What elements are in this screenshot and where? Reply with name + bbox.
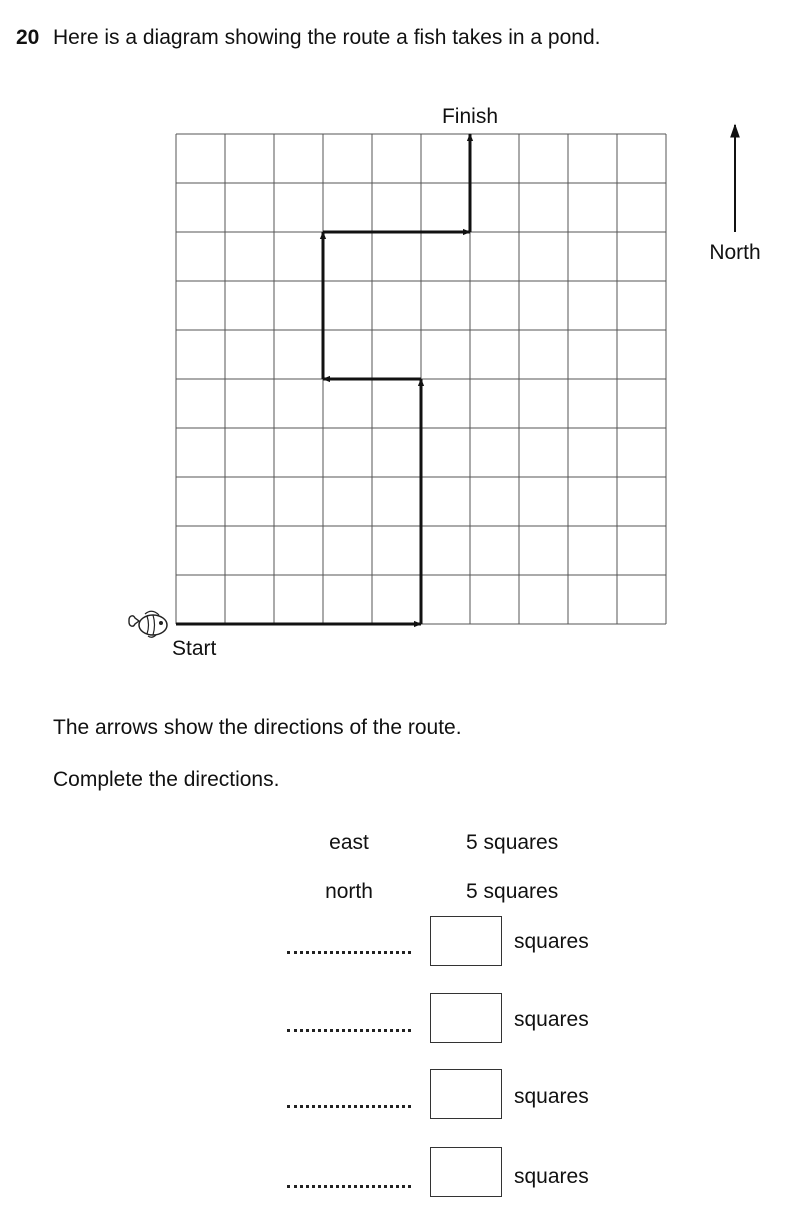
squares-unit-1: squares	[514, 930, 589, 953]
direction-answer-line-1[interactable]	[287, 951, 411, 954]
squares-answer-box-2[interactable]	[430, 993, 502, 1043]
start-label: Start	[172, 637, 217, 660]
instruction-complete: Complete the directions.	[53, 768, 280, 791]
question-number: 20	[16, 26, 40, 49]
given-direction-1: east	[329, 831, 369, 854]
squares-unit-2: squares	[514, 1008, 589, 1031]
squares-answer-box-1[interactable]	[430, 916, 502, 966]
north-label: North	[709, 241, 761, 264]
direction-answer-line-2[interactable]	[287, 1029, 411, 1032]
given-count-1: 5 squares	[466, 831, 559, 854]
given-count-2: 5 squares	[466, 880, 559, 903]
squares-answer-box-4[interactable]	[430, 1147, 502, 1197]
squares-unit-4: squares	[514, 1165, 589, 1188]
fish-icon	[129, 611, 167, 637]
squares-unit-3: squares	[514, 1085, 589, 1108]
instruction-arrows: The arrows show the directions of the route.	[53, 716, 462, 739]
given-direction-2: north	[325, 880, 373, 903]
squares-answer-box-3[interactable]	[430, 1069, 502, 1119]
direction-answer-line-4[interactable]	[287, 1185, 411, 1188]
question-text: Here is a diagram showing the route a fish takes in a pond.	[53, 26, 601, 49]
finish-label: Finish	[441, 105, 499, 128]
direction-answer-line-3[interactable]	[287, 1105, 411, 1108]
